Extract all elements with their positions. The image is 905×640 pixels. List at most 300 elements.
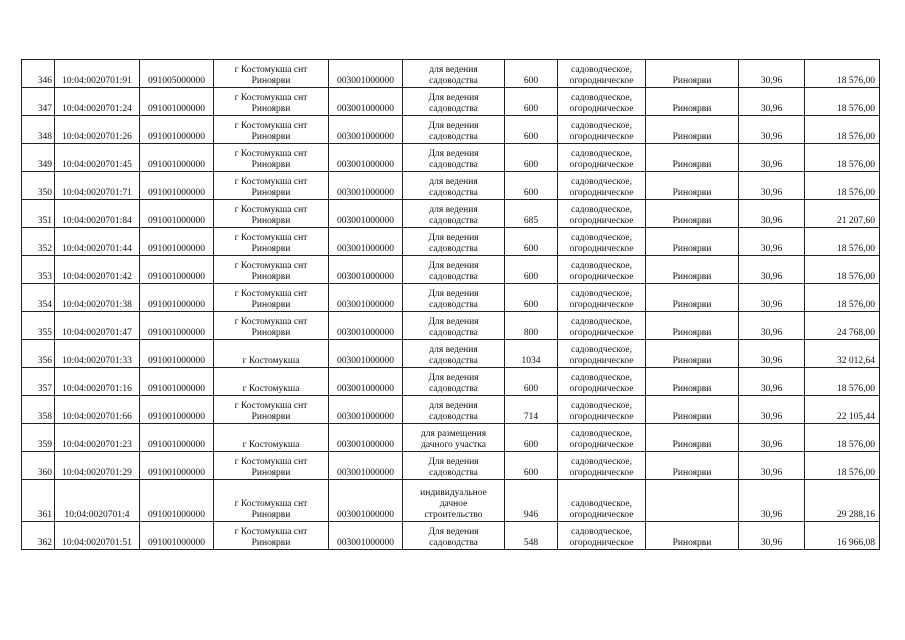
category-cell [558,116,646,144]
association-name-cell: Риноярви [646,522,739,550]
permitted-use-cell [403,144,505,172]
permitted-use-cell [403,228,505,256]
row-number-cell: 348 [22,116,55,144]
permitted-use-line: садоводства [429,384,478,394]
table-row [22,396,880,424]
address-line: г Костомукша снт [234,527,308,537]
cadastral-number-cell: 10:04:0020701:51 [55,522,140,550]
address-line: г Костомукша снт [234,289,308,299]
cadastral-number-cell: 10:04:0020701:66 [55,396,140,424]
area-cell: 600 [505,368,558,396]
table-row [22,116,880,144]
permitted-use-cell [403,60,505,88]
rate-cell: 30,96 [739,88,805,116]
sum-cell: 18 576,00 [805,88,880,116]
permitted-use-line: садоводства [429,188,478,198]
row-number-cell: 351 [22,200,55,228]
category-line: огородническое [569,300,634,310]
cadastral-number-cell: 10:04:0020701:24 [55,88,140,116]
oktmo-cell: 003001000000 [329,522,403,550]
address-line: Риноярви [251,216,291,226]
code-cell: 091001000000 [140,200,214,228]
rate-cell: 30,96 [739,172,805,200]
permitted-use-cell [403,424,505,452]
permitted-use-line: садоводства [429,76,478,86]
row-number-cell: 360 [22,452,55,480]
category-line: садоводческое, [571,401,632,411]
row-number-cell: 355 [22,312,55,340]
sum-cell: 24 768,00 [805,312,880,340]
category-line: садоводческое, [571,499,632,509]
code-cell: 091001000000 [140,228,214,256]
rate-cell: 30,96 [739,368,805,396]
permitted-use-line: для ведения [429,205,478,215]
code-cell: 091001000000 [140,88,214,116]
cadastral-number-cell: 10:04:0020701:47 [55,312,140,340]
address-line: г Костомукша снт [234,65,308,75]
address-cell [214,522,329,550]
table-row [22,522,880,550]
rate-cell: 30,96 [739,144,805,172]
oktmo-cell: 003001000000 [329,396,403,424]
rate-cell: 30,96 [739,228,805,256]
address-cell [214,284,329,312]
address-line: г Костомукша снт [234,499,308,509]
permitted-use-line: для размещения [420,429,487,439]
oktmo-cell: 003001000000 [329,452,403,480]
code-cell: 091005000000 [140,60,214,88]
sum-cell: 18 576,00 [805,368,880,396]
oktmo-cell: 003001000000 [329,116,403,144]
address-cell [214,88,329,116]
sum-cell: 18 576,00 [805,172,880,200]
category-cell [558,256,646,284]
address-line: Риноярви [251,160,291,170]
sum-cell: 18 576,00 [805,284,880,312]
category-cell [558,312,646,340]
row-number-cell: 346 [22,60,55,88]
address-line: г Костомукша снт [234,177,308,187]
category-line: садоводческое, [571,261,632,271]
permitted-use-line: дачного участка [421,440,486,450]
category-cell [558,522,646,550]
address-cell [214,116,329,144]
permitted-use-line: садоводства [429,412,478,422]
rate-cell: 30,96 [739,396,805,424]
category-line: огородническое [569,104,634,114]
address-cell [214,368,329,396]
cadastral-number-cell: 10:04:0020701:33 [55,340,140,368]
row-number-cell: 356 [22,340,55,368]
address-line: г Костомукша снт [234,457,308,467]
category-line: садоводческое, [571,429,632,439]
code-cell: 091001000000 [140,480,214,522]
code-cell: 091001000000 [140,172,214,200]
address-line: Риноярви [251,132,291,142]
category-line: садоводческое, [571,373,632,383]
code-cell: 091001000000 [140,522,214,550]
category-line: огородническое [569,76,634,86]
category-cell [558,144,646,172]
association-name-cell: Риноярви [646,256,739,284]
table-row [22,312,880,340]
table-row [22,88,880,116]
oktmo-cell: 003001000000 [329,424,403,452]
address-line: Риноярви [251,76,291,86]
address-line: г Костомукша снт [234,261,308,271]
category-cell [558,172,646,200]
sum-cell: 29 288,16 [805,480,880,522]
permitted-use-line: садоводства [429,160,478,170]
sum-cell: 18 576,00 [805,452,880,480]
permitted-use-line: садоводства [429,468,478,478]
category-line: огородническое [569,272,634,282]
sum-cell: 18 576,00 [805,144,880,172]
table-row [22,256,880,284]
code-cell: 091001000000 [140,256,214,284]
association-name-cell: Риноярви [646,60,739,88]
permitted-use-line: садоводства [429,132,478,142]
rate-cell: 30,96 [739,60,805,88]
permitted-use-cell [403,340,505,368]
permitted-use-line: Для ведения [428,149,479,159]
row-number-cell: 362 [22,522,55,550]
address-cell [214,144,329,172]
association-name-cell: Риноярви [646,116,739,144]
table-row [22,480,880,522]
code-cell: 091001000000 [140,312,214,340]
address-cell [214,172,329,200]
row-number-cell: 358 [22,396,55,424]
permitted-use-line: для ведения [429,345,478,355]
oktmo-cell: 003001000000 [329,368,403,396]
table-row [22,340,880,368]
permitted-use-line: индивидуальное [420,488,487,498]
cadastral-number-cell: 10:04:0020701:44 [55,228,140,256]
address-line: г Костомукша снт [234,233,308,243]
category-cell [558,60,646,88]
category-line: садоводческое, [571,121,632,131]
rate-cell: 30,96 [739,200,805,228]
area-cell: 548 [505,522,558,550]
permitted-use-cell [403,200,505,228]
address-line: г Костомукша [242,440,300,450]
permitted-use-line: Для ведения [428,373,479,383]
address-line: г Костомукша снт [234,149,308,159]
oktmo-cell: 003001000000 [329,480,403,522]
address-cell [214,60,329,88]
address-line: Риноярви [251,272,291,282]
row-number-cell: 359 [22,424,55,452]
cadastral-number-cell: 10:04:0020701:4 [55,480,140,522]
permitted-use-line: для ведения [429,401,478,411]
address-line: г Костомукша снт [234,317,308,327]
sum-cell: 18 576,00 [805,228,880,256]
permitted-use-line: строительство [424,510,483,520]
sum-cell: 21 207,60 [805,200,880,228]
oktmo-cell: 003001000000 [329,340,403,368]
area-cell: 600 [505,284,558,312]
association-name-cell: Риноярви [646,312,739,340]
area-cell: 685 [505,200,558,228]
category-cell [558,340,646,368]
address-line: г Костомукша снт [234,205,308,215]
area-cell: 600 [505,424,558,452]
sum-cell: 18 576,00 [805,424,880,452]
cadastral-number-cell: 10:04:0020701:16 [55,368,140,396]
table-row [22,60,880,88]
association-name-cell: Риноярви [646,424,739,452]
code-cell: 091001000000 [140,144,214,172]
row-number-cell: 350 [22,172,55,200]
address-line: г Костомукша [242,356,300,366]
association-name-cell [646,480,739,522]
sum-cell: 16 966,08 [805,522,880,550]
category-line: садоводческое, [571,317,632,327]
category-line: садоводческое, [571,65,632,75]
area-cell: 600 [505,144,558,172]
address-cell [214,256,329,284]
permitted-use-line: Для ведения [428,527,479,537]
sum-cell: 18 576,00 [805,116,880,144]
category-line: садоводческое, [571,149,632,159]
category-line: огородническое [569,328,634,338]
category-cell [558,228,646,256]
address-line: г Костомукша [242,384,300,394]
code-cell: 091001000000 [140,396,214,424]
address-cell [214,340,329,368]
category-line: садоводческое, [571,233,632,243]
permitted-use-line: садоводства [429,328,478,338]
oktmo-cell: 003001000000 [329,228,403,256]
permitted-use-cell [403,116,505,144]
rate-cell: 30,96 [739,452,805,480]
association-name-cell: Риноярви [646,88,739,116]
code-cell: 091001000000 [140,340,214,368]
cadastral-number-cell: 10:04:0020701:29 [55,452,140,480]
code-cell: 091001000000 [140,368,214,396]
association-name-cell: Риноярви [646,452,739,480]
sum-cell: 22 105,44 [805,396,880,424]
area-cell: 600 [505,116,558,144]
permitted-use-line: садоводства [429,244,478,254]
permitted-use-line: дачное [439,499,468,509]
permitted-use-cell [403,368,505,396]
area-cell: 946 [505,480,558,522]
row-number-cell: 357 [22,368,55,396]
table-body [22,60,880,550]
permitted-use-line: Для ведения [428,233,479,243]
row-number-cell: 349 [22,144,55,172]
cadastral-number-cell: 10:04:0020701:91 [55,60,140,88]
permitted-use-cell [403,396,505,424]
address-line: г Костомукша снт [234,121,308,131]
category-line: садоводческое, [571,177,632,187]
address-line: Риноярви [251,188,291,198]
oktmo-cell: 003001000000 [329,144,403,172]
cadastral-number-cell: 10:04:0020701:38 [55,284,140,312]
association-name-cell: Риноярви [646,368,739,396]
code-cell: 091001000000 [140,452,214,480]
permitted-use-cell [403,522,505,550]
category-cell [558,396,646,424]
category-line: садоводческое, [571,289,632,299]
cadastral-number-cell: 10:04:0020701:42 [55,256,140,284]
code-cell: 091001000000 [140,424,214,452]
table-row [22,452,880,480]
oktmo-cell: 003001000000 [329,256,403,284]
rate-cell: 30,96 [739,340,805,368]
sum-cell: 18 576,00 [805,60,880,88]
area-cell: 600 [505,228,558,256]
table-row [22,172,880,200]
oktmo-cell: 003001000000 [329,60,403,88]
permitted-use-cell [403,88,505,116]
rate-cell: 30,96 [739,284,805,312]
row-number-cell: 361 [22,480,55,522]
address-cell [214,312,329,340]
association-name-cell: Риноярви [646,200,739,228]
category-cell [558,284,646,312]
address-line: Риноярви [251,538,291,548]
cadastral-number-cell: 10:04:0020701:45 [55,144,140,172]
association-name-cell: Риноярви [646,228,739,256]
category-line: садоводческое, [571,527,632,537]
area-cell: 600 [505,256,558,284]
category-line: огородническое [569,132,634,142]
category-line: садоводческое, [571,93,632,103]
area-cell: 600 [505,60,558,88]
association-name-cell: Риноярви [646,284,739,312]
row-number-cell: 354 [22,284,55,312]
table-row [22,200,880,228]
permitted-use-line: Для ведения [428,289,479,299]
area-cell: 600 [505,172,558,200]
permitted-use-cell [403,284,505,312]
permitted-use-cell [403,256,505,284]
permitted-use-cell [403,172,505,200]
address-line: Риноярви [251,468,291,478]
category-line: огородническое [569,468,634,478]
rate-cell: 30,96 [739,116,805,144]
oktmo-cell: 003001000000 [329,200,403,228]
rate-cell: 30,96 [739,522,805,550]
address-line: Риноярви [251,300,291,310]
address-line: Риноярви [251,104,291,114]
permitted-use-line: для ведения [429,177,478,187]
address-line: Риноярви [251,510,291,520]
oktmo-cell: 003001000000 [329,172,403,200]
address-line: г Костомукша снт [234,401,308,411]
area-cell: 800 [505,312,558,340]
category-line: огородническое [569,216,634,226]
permitted-use-line: Для ведения [428,317,479,327]
area-cell: 600 [505,88,558,116]
category-cell [558,368,646,396]
row-number-cell: 347 [22,88,55,116]
permitted-use-line: садоводства [429,104,478,114]
category-cell [558,88,646,116]
code-cell: 091001000000 [140,284,214,312]
row-number-cell: 353 [22,256,55,284]
permitted-use-line: Для ведения [428,457,479,467]
category-line: огородническое [569,538,634,548]
category-line: огородническое [569,412,634,422]
permitted-use-cell [403,312,505,340]
cadastral-number-cell: 10:04:0020701:23 [55,424,140,452]
permitted-use-line: Для ведения [428,261,479,271]
address-cell [214,480,329,522]
address-line: г Костомукша снт [234,93,308,103]
category-line: садоводческое, [571,345,632,355]
address-cell [214,424,329,452]
category-line: садоводческое, [571,205,632,215]
category-line: огородническое [569,160,634,170]
cadastral-number-cell: 10:04:0020701:71 [55,172,140,200]
address-line: Риноярви [251,244,291,254]
category-cell [558,200,646,228]
permitted-use-cell [403,480,505,522]
category-line: огородническое [569,188,634,198]
permitted-use-line: садоводства [429,538,478,548]
address-cell [214,200,329,228]
rate-cell: 30,96 [739,480,805,522]
association-name-cell: Риноярви [646,144,739,172]
oktmo-cell: 003001000000 [329,88,403,116]
permitted-use-line: садоводства [429,356,478,366]
table-row [22,284,880,312]
area-cell: 600 [505,452,558,480]
cadastral-number-cell: 10:04:0020701:26 [55,116,140,144]
code-cell: 091001000000 [140,116,214,144]
category-cell [558,480,646,522]
permitted-use-line: Для ведения [428,93,479,103]
rate-cell: 30,96 [739,312,805,340]
table-row [22,144,880,172]
permitted-use-line: Для ведения [428,121,479,131]
category-line: садоводческое, [571,457,632,467]
oktmo-cell: 003001000000 [329,284,403,312]
category-line: огородническое [569,510,634,520]
permitted-use-line: садоводства [429,216,478,226]
category-cell [558,452,646,480]
rate-cell: 30,96 [739,256,805,284]
oktmo-cell: 003001000000 [329,312,403,340]
rate-cell: 30,96 [739,424,805,452]
sum-cell: 32 012,64 [805,340,880,368]
association-name-cell: Риноярви [646,396,739,424]
permitted-use-cell [403,452,505,480]
category-cell [558,424,646,452]
category-line: огородническое [569,244,634,254]
address-line: Риноярви [251,412,291,422]
row-number-cell: 352 [22,228,55,256]
category-line: огородническое [569,356,634,366]
category-line: огородническое [569,384,634,394]
table-row [22,424,880,452]
association-name-cell: Риноярви [646,340,739,368]
address-cell [214,396,329,424]
address-cell [214,452,329,480]
association-name-cell: Риноярви [646,172,739,200]
permitted-use-line: садоводства [429,300,478,310]
category-line: огородническое [569,440,634,450]
address-cell [214,228,329,256]
sum-cell: 18 576,00 [805,256,880,284]
cadastral-number-cell: 10:04:0020701:84 [55,200,140,228]
address-line: Риноярви [251,328,291,338]
table-row [22,228,880,256]
